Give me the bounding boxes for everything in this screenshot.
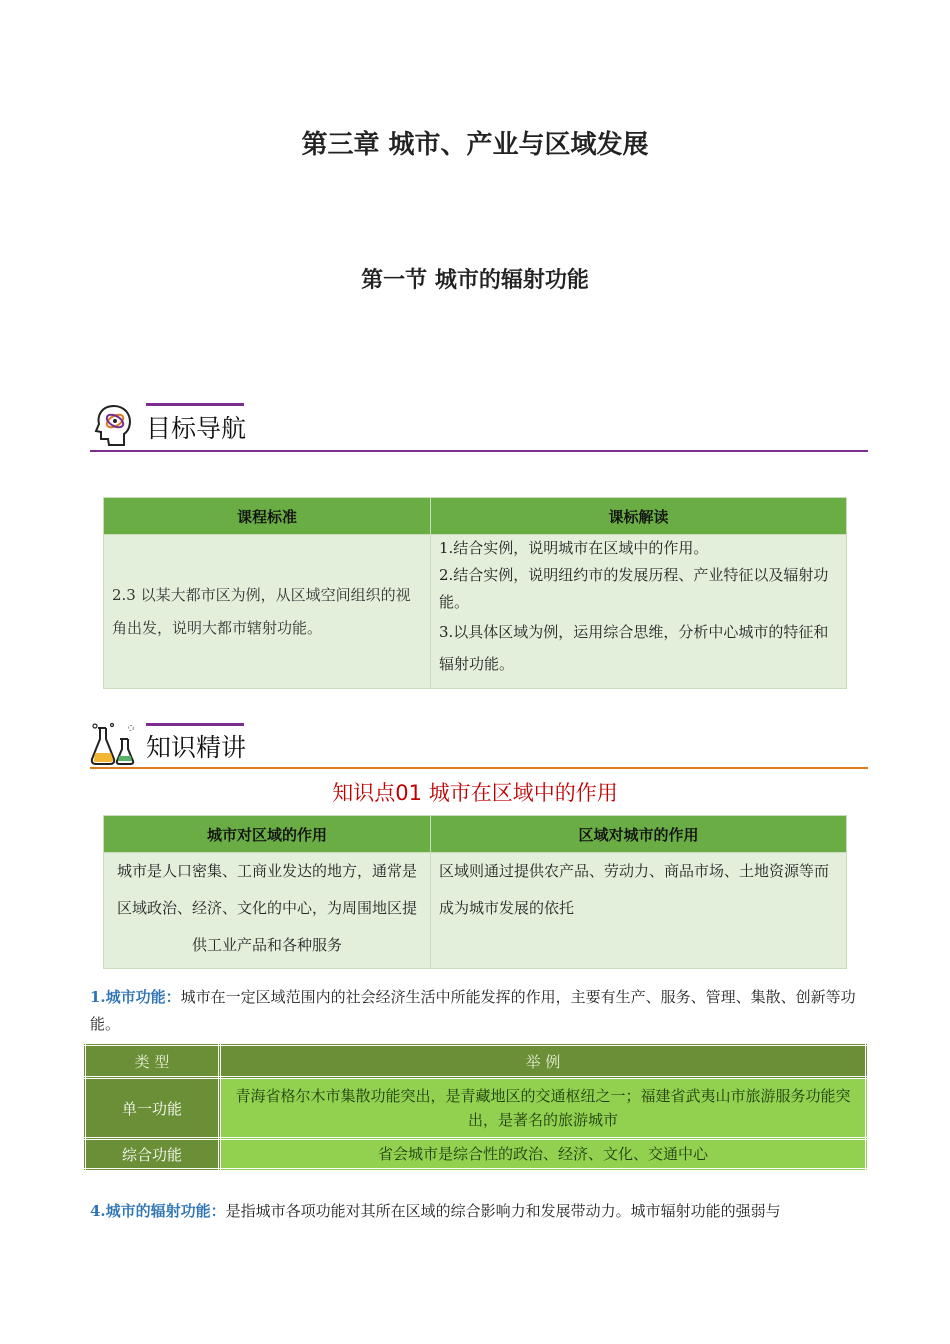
function-type-comprehensive: 综合功能 <box>85 1139 220 1170</box>
flask-icon <box>90 722 136 770</box>
radiation-function-label: 4.城市的辐射功能： <box>90 1202 226 1220</box>
function-type-single: 单一功能 <box>85 1078 220 1139</box>
knowledge-heading: 知识精讲 <box>146 733 247 762</box>
function-example-single: 青海省格尔木市集散功能突出，是青藏地区的交通枢纽之一；福建省武夷山市旅游服务功能突出，是著名的旅游城市 <box>220 1078 867 1139</box>
roles-header-city: 城市对区域的作用 <box>104 816 431 853</box>
purple-rule <box>90 450 868 452</box>
radiation-function-text: 是指城市各项功能对其所在区域的综合影响力和发展带动力。城市辐射功能的强弱与 <box>225 1202 781 1220</box>
interpretation-item: 2.结合实例，说明纽约市的发展历程、产业特征以及辐射功能。 <box>439 566 829 611</box>
heading-deco-bar <box>146 723 244 726</box>
standards-header-interpretation: 课标解读 <box>431 498 847 535</box>
city-function-text: 城市在一定区域范围内的社会经济生活中所能发挥的作用，主要有生产、服务、管理、集散、创新等功能。 <box>90 988 856 1033</box>
roles-table <box>103 815 847 969</box>
orange-rule <box>90 767 868 769</box>
function-example-comprehensive: 省会城市是综合性的政治、经济、文化、交通中心 <box>220 1139 867 1170</box>
city-function-label: 1.城市功能： <box>90 988 181 1006</box>
standards-table <box>103 497 847 689</box>
heading-deco-bar <box>146 403 244 406</box>
knowledge-heading-row <box>90 722 868 770</box>
interpretation-cell <box>431 535 847 689</box>
region-to-city-text: 区域则通过提供农产品、劳动力、商品市场、土地资源等而成为城市发展的依托 <box>431 853 847 969</box>
chapter-title: 第三章 城市、产业与区域发展 <box>301 130 649 160</box>
functions-table <box>83 1043 868 1171</box>
standards-header-course: 课程标准 <box>104 498 431 535</box>
nav-heading: 目标导航 <box>146 414 247 443</box>
nav-heading-row <box>90 403 868 451</box>
interpretation-item: 3.以具体区域为例，运用综合思维，分析中心城市的特征和辐射功能。 <box>439 623 829 673</box>
knowledge-point-title: 知识点01 城市在区域中的作用 <box>332 781 618 805</box>
interpretation-item: 1.结合实例，说明城市在区域中的作用。 <box>439 539 709 557</box>
roles-header-region: 区域对城市的作用 <box>431 816 847 853</box>
standard-text: 2.3 以某大都市区为例，从区域空间组织的视角出发，说明大都市辖射功能。 <box>104 535 431 689</box>
functions-header-example: 举 例 <box>220 1045 867 1078</box>
functions-header-type: 类 型 <box>85 1045 220 1078</box>
city-function-paragraph <box>90 984 872 1038</box>
radiation-function-paragraph <box>90 1198 872 1225</box>
section-title: 第一节 城市的辐射功能 <box>361 267 589 293</box>
city-to-region-text: 城市是人口密集、工商业发达的地方，通常是区域政治、经济、文化的中心，为周围地区提供工业产品和各种服务 <box>104 853 431 969</box>
head-brain-icon <box>94 403 134 451</box>
